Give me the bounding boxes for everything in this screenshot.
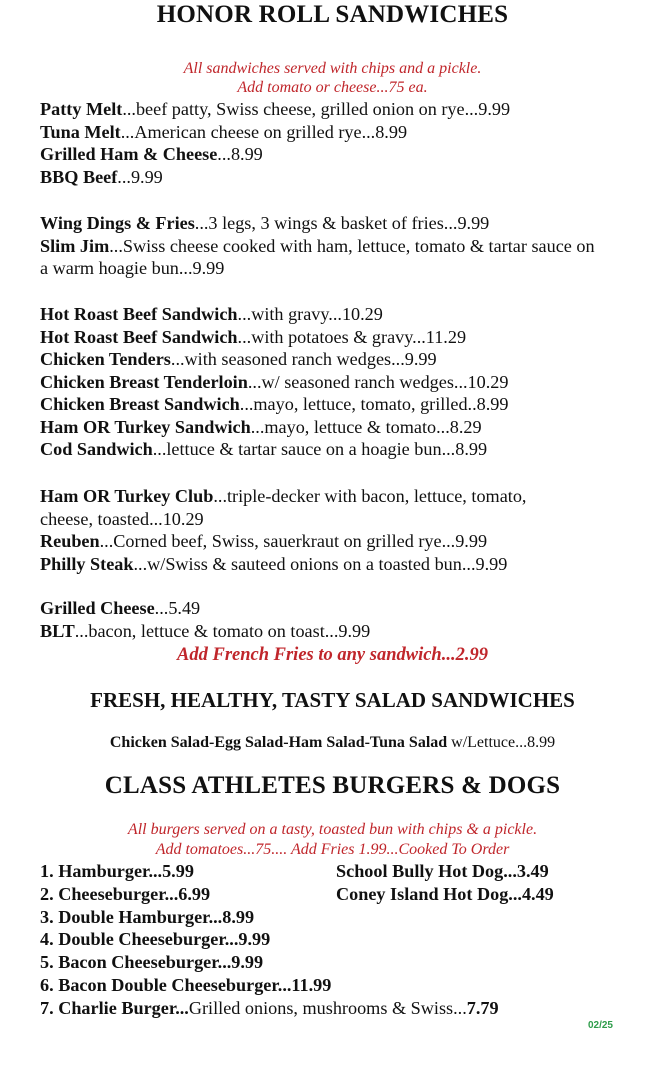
menu-item: Slim Jim...Swiss cheese cooked with ham, lettuce, tomato & tartar sauce on a warm hoagie bun...9.99 [40, 235, 595, 278]
menu-item: Ham OR Turkey Sandwich...mayo, lettuce & tomato...8.29 [40, 416, 482, 437]
hotdog-column [336, 860, 554, 906]
menu-item: Grilled Cheese...5.49 [40, 598, 201, 618]
menu-item: BBQ Beef...9.99 [40, 166, 163, 187]
menu-item: Wing Dings & Fries...3 legs, 3 wings & basket of fries...9.99 [40, 213, 490, 233]
section-title-salad: FRESH, HEALTHY, TASTY SALAD SANDWICHES [90, 688, 575, 712]
sandwich-list-group-1 [40, 98, 645, 188]
menu-item: Hot Roast Beef Sandwich...with gravy...10.29 [40, 304, 383, 324]
sandwich-note-2: Add tomato or cheese...75 ea. [237, 79, 428, 96]
hotdog-item: Coney Island Hot Dog...4.49 [336, 883, 554, 904]
menu-item: Hot Roast Beef Sandwich...with potatoes & gravy...11.29 [40, 326, 467, 347]
menu-item: Chicken Breast Tenderloin...w/ seasoned ranch wedges...10.29 [40, 371, 509, 392]
menu-item: BLT...bacon, lettuce & tomato on toast...9.99 [40, 620, 371, 641]
burger-item: 5. Bacon Cheeseburger...9.99 [40, 952, 264, 973]
section-title-burgers: CLASS ATHLETES BURGERS & DOGS [104, 772, 561, 799]
menu-item: Chicken Breast Sandwich...mayo, lettuce, tomato, grilled..8.99 [40, 394, 509, 414]
hotdog-item: School Bully Hot Dog...3.49 [336, 861, 549, 881]
burger-item: 1. Hamburger...5.99 [40, 861, 194, 881]
menu-item: Ham OR Turkey Club...triple-decker with bacon, lettuce, tomato, cheese, toasted...10.29 [40, 486, 527, 529]
menu-item: Grilled Ham & Cheese...8.99 [40, 144, 263, 164]
burger-note-1: All burgers served on a tasty, toasted bun with chips & a pickle. [127, 821, 538, 838]
burger-note-2: Add tomatoes...75.... Add Fries 1.99...Cooked To Order [155, 841, 510, 858]
section-title-honor-roll: HONOR ROLL SANDWICHES [156, 1, 509, 28]
sandwich-list-group-3 [40, 303, 645, 461]
sandwich-list-group-4 [40, 485, 645, 575]
salad-sandwich-line: Chicken Salad-Egg Salad-Ham Salad-Tuna Salad w/Lettuce...8.99 [109, 734, 556, 751]
menu-item: Philly Steak...w/Swiss & sauteed onions on a toasted bun...9.99 [40, 553, 508, 574]
sandwich-list-group-2 [40, 212, 645, 280]
menu-item: Patty Melt...beef patty, Swiss cheese, grilled onion on rye...9.99 [40, 99, 511, 119]
burger-item-charlie: 7. Charlie Burger...Grilled onions, mushrooms & Swiss...7.79 [40, 997, 499, 1018]
menu-item: Reuben...Corned beef, Swiss, sauerkraut on grilled rye...9.99 [40, 531, 488, 551]
fries-add-on-note: Add French Fries to any sandwich...2.99 [177, 645, 488, 665]
burger-item: 6. Bacon Double Cheeseburger...11.99 [40, 974, 332, 995]
sandwich-note-1: All sandwiches served with chips and a pickle. [183, 60, 482, 77]
burger-item: 3. Double Hamburger...8.99 [40, 906, 255, 927]
date-code: 02/25 [587, 1020, 613, 1031]
menu-item: Tuna Melt...American cheese on grilled rye...8.99 [40, 121, 408, 142]
burger-item: 2. Cheeseburger...6.99 [40, 883, 211, 904]
burger-item: 4. Double Cheeseburger...9.99 [40, 929, 271, 950]
sandwich-list-group-5 [40, 597, 645, 642]
menu-item: Chicken Tenders...with seasoned ranch wedges...9.99 [40, 349, 437, 369]
menu-item: Cod Sandwich...lettuce & tartar sauce on a hoagie bun...8.99 [40, 439, 488, 459]
